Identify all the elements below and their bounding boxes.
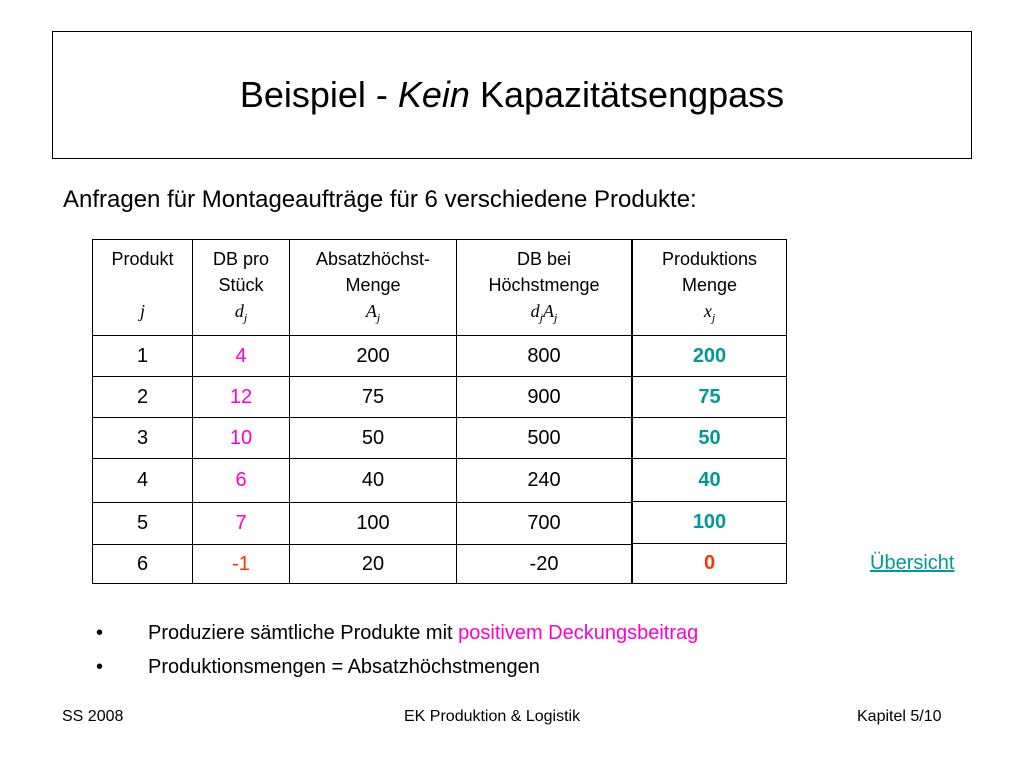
header-db-line2: Stück [218,275,264,295]
table-row [93,336,632,377]
cell-db: 6 [193,459,290,503]
production-row [633,377,787,418]
table-row [93,377,632,418]
title-prefix: Beispiel - [239,74,398,115]
header-prod-line2: Menge [681,275,738,295]
slide-title [52,31,972,159]
header-produkt-label: Produkt [111,249,174,269]
header-db-symbol: $d_j$ [234,301,248,325]
footer-right: Kapitel 5/10 [857,708,942,725]
cell-produktionsmenge: 200 [633,336,787,377]
cell-db: 7 [193,503,290,545]
header-prod-symbol: $x_j$ [703,301,716,325]
header-dbmax-symbol: $d_jA_j$ [530,301,558,325]
table-row [93,545,632,584]
cell-db-max: 800 [457,336,632,377]
cell-db-max: 240 [457,459,632,503]
production-row [633,544,787,584]
header-prod-line1: Produktions [661,249,758,269]
header-produkt [93,240,193,336]
cell-produktionsmenge: 40 [633,459,787,502]
product-table [92,239,632,584]
footer-left: SS 2008 [62,708,124,725]
cell-produktionsmenge: 75 [633,377,787,418]
header-db-pro-stueck [193,240,290,336]
cell-menge: 20 [290,545,457,584]
header-absatz-line2: Menge [345,275,401,295]
bullet-marker: • [96,656,104,678]
cell-produkt: 6 [93,545,193,584]
title-suffix: Kapazitätsengpass [469,74,785,115]
cell-produkt: 3 [93,418,193,459]
cell-db-max: 500 [457,418,632,459]
header-produktionsmenge [633,240,787,336]
table-row [93,459,632,503]
bullet-text: Produziere sämtliche Produkte mit positivem Deckungsbeitrag [148,622,699,644]
cell-menge: 40 [290,459,457,503]
header-absatzmenge [290,240,457,336]
title-italic: Kein [397,74,470,115]
cell-db-max: 700 [457,503,632,545]
table-row [93,503,632,545]
production-header-row [633,240,787,336]
intro-text: Anfragen für Montageaufträge für 6 verschiedene Produkte: [63,186,697,213]
production-row [633,418,787,459]
header-db-line1: DB pro [212,249,270,269]
uebersicht-link[interactable]: Übersicht [870,552,955,574]
list-item [96,656,698,690]
header-absatz-symbol: $A_j$ [365,301,381,325]
cell-produkt: 5 [93,503,193,545]
header-absatz-line1: Absatzhöchst- [315,249,431,269]
header-db-hoechstmenge [457,240,632,336]
cell-produkt: 4 [93,459,193,503]
bullet-text: Produktionsmengen = Absatzhöchstmengen [148,656,540,678]
table-header-row [93,240,632,336]
cell-produktionsmenge: 100 [633,502,787,544]
cell-db: 4 [193,336,290,377]
header-dbmax-line1: DB bei [516,249,572,269]
footer-center: EK Produktion & Logistik [404,708,581,725]
cell-db-max: 900 [457,377,632,418]
cell-menge: 50 [290,418,457,459]
header-dbmax-line2: Höchstmenge [488,275,600,295]
cell-menge: 200 [290,336,457,377]
production-table [632,239,787,584]
list-item [96,622,698,656]
bullet-marker: • [96,622,104,644]
bullet-highlight: positivem Deckungsbeitrag [458,622,699,644]
production-row [633,336,787,377]
cell-db: 12 [193,377,290,418]
cell-db: 10 [193,418,290,459]
header-produkt-symbol: j [139,301,145,321]
bullet-list [96,622,698,690]
cell-produktionsmenge: 0 [633,544,787,584]
table-row [93,418,632,459]
cell-db-max: -20 [457,545,632,584]
cell-menge: 100 [290,503,457,545]
cell-db: -1 [193,545,290,584]
production-row [633,459,787,502]
cell-produkt: 2 [93,377,193,418]
production-row [633,502,787,544]
cell-menge: 75 [290,377,457,418]
cell-produkt: 1 [93,336,193,377]
cell-produktionsmenge: 50 [633,418,787,459]
